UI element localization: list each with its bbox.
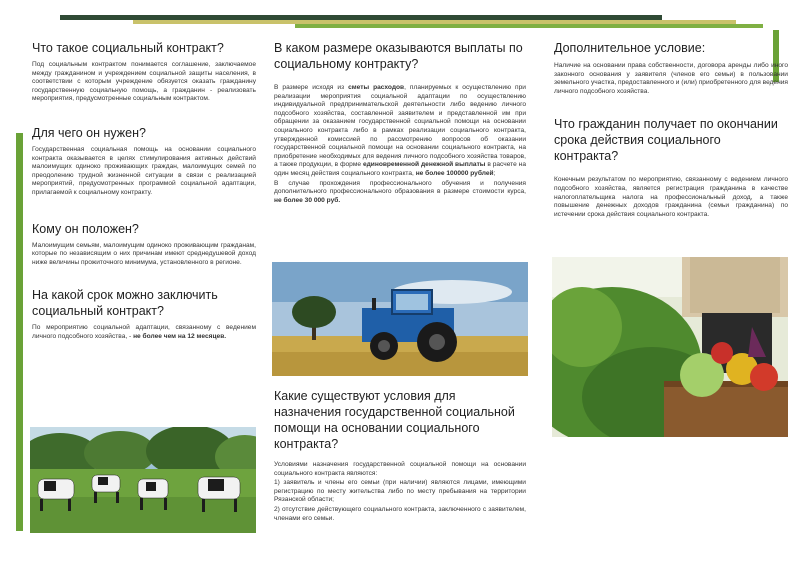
section-text: Наличие на основании права собственности, договора аренды либо иного законного основания у заявителя (членов его семьи) в пользовании земельного участка, предоставленного и (или) приобретенного для ведения личного подсобного хозяйства. [554,62,788,95]
text-part: В случае прохождения профессионального обучения и получения дополнительного профессионального образования в размере стоимости курса, [274,179,526,196]
section-title: В каком размере оказываются выплаты по социальному контракту? [274,41,523,71]
section-text: Под социальным контрактом понимается соглашение, заключаемое между гражданином и учреждением социальной защиты населения, в соответствии с которым учреждение обязуется оказать гражданину государственную социальную помощь, а гражданин - реализовать мероприятия, предусмотренные социальным контрактом. [32,61,256,103]
text-part: По мероприятию социальной адаптации, связанному с ведением личного подсобного хозяйства, - [32,324,256,340]
text-bold: единовременной денежной выплаты [362,161,486,169]
section-payment-size [274,40,526,205]
section-text: Условиями назначения государственной социальной помощи на основании социального контракта являются: [274,461,526,477]
section-title: Что гражданин получает по окончании срока действия социального контракта? [554,117,778,164]
column-3 [554,40,788,219]
section-title: На какой срок можно заключить социальный контракт? [32,288,218,319]
section-text: Малоимущим семьям, малоимущим одиноко проживающим гражданам, которые по независящим о них причинам имеют среднедушевой доход ниже величины прожиточного минимума, установленного в регионе. [32,241,256,266]
left-accent-bar [16,133,23,531]
section-what-is [32,40,256,104]
section-text: 1) заявитель и члены его семьи (при наличии) являются лицами, имеющими регистрацию по месту жительства либо по месту пребывания на территории Рязанской области; [274,479,526,504]
text-bold: не более чем на 12 месяцев. [133,332,227,340]
section-title: Для чего он нужен? [32,125,146,140]
column-1 [32,40,256,342]
section-title: Какие существуют условия для назначения государственной социальной помощи на основании социального контракта? [274,389,515,451]
text-bold: сметы расходов [348,84,405,91]
text-part: в расчете на один месяц действия социального контракта, [274,161,526,177]
text-part: , планируемых к осуществлению при реализации мероприятия социальной адаптации по осуществлению индивидуальной предпринимательской деятельности либо ведению личного подсобного хозяйства, составленной заявителем и представленной им при обращении за оказанием государственной социальной помощи на основании социального контракта либо в рамках реализации социального контракта, утвержденной комиссией по рассмотрению вопросов об оказании государственной социальной помощи на основании социального контракта, на приобретение необходимых для ведения личного подсобного хозяйства товаров, а также продукции, в форме [274,84,526,169]
section-why-needed [32,125,256,198]
section-text [32,324,256,341]
text-part: ; [493,169,496,177]
photo-tractor [272,262,528,376]
section-text: 2) отсутствие действующего социального контракта, заключенного с заявителем, членами его семьи. [274,505,526,522]
section-who-eligible [32,221,256,268]
text-bold: не более 30 000 руб. [274,196,341,204]
header-bar-green [295,24,763,28]
photo-vegetables [552,257,788,437]
section-text [274,84,526,179]
section-text: Государственная социальная помощь на основании социального контракта оказывается в целях стимулирования активных действий малоимущих одиноко проживающих граждан, малоимущих семей по преодолению трудной жизненной ситуации в связи с реализацией мероприятий, предусмотренных программой социальной адаптации, прилагаемой к социальному контракту. [32,145,256,196]
section-text [274,180,526,206]
section-result [554,116,788,219]
section-conditions [274,388,526,523]
section-additional-condition [554,40,788,96]
text-bold: не более 100000 рублей [415,169,494,177]
section-term [32,287,256,341]
column-2 [274,40,526,205]
section-title: Что такое социальный контракт? [32,41,224,55]
section-title: Кому он положен? [32,221,139,236]
text-part: В размере исходя из [274,84,349,91]
photo-cows [30,427,256,533]
column-2-lower [274,388,526,523]
section-text: Конечным результатом по мероприятию, связанному с ведением личного подсобного хозяйства, является регистрация гражданина в качестве налогоплательщика налога на профессиональный доход, а также повышение денежных доходов гражданина (семьи гражданина) по истечении срока действия социального контракта. [554,176,788,218]
section-title: Дополнительное условие: [554,41,706,55]
